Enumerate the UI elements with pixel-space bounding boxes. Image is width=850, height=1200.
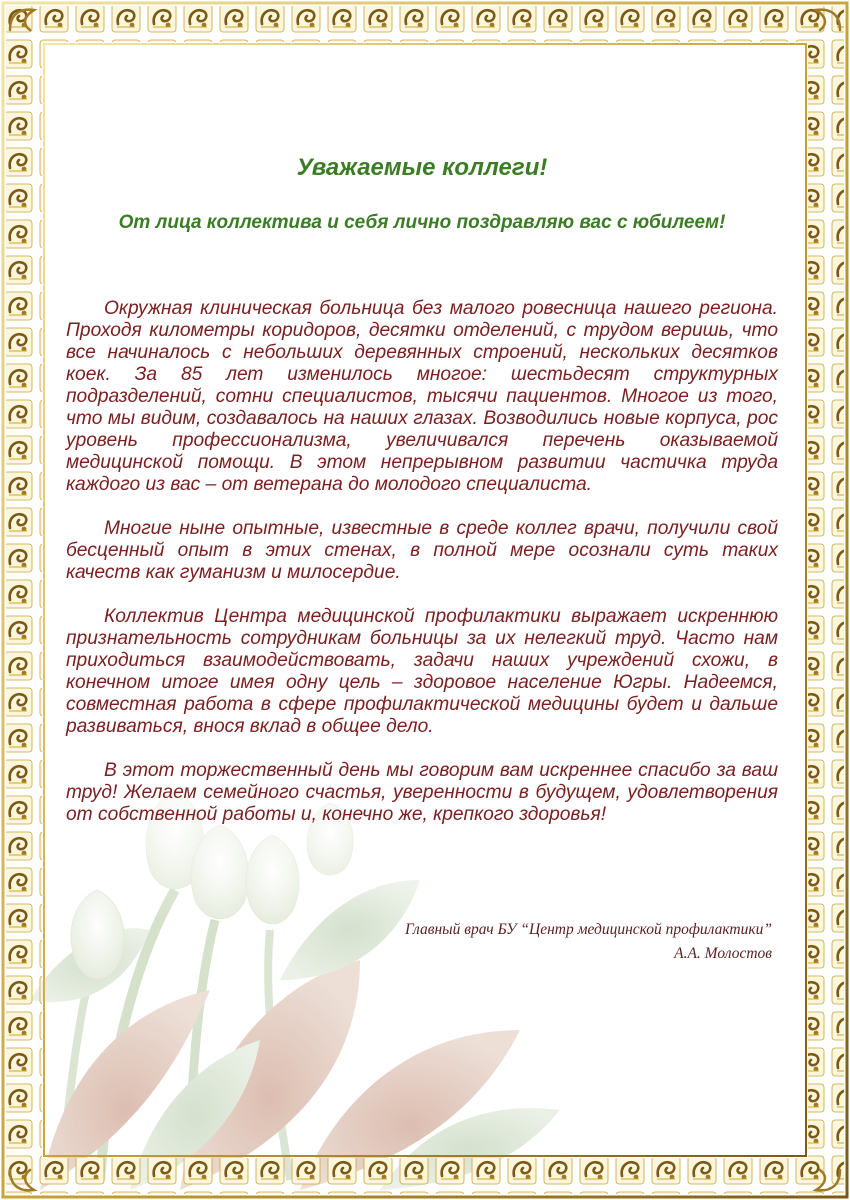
signature-position: Главный врач БУ “Центр медицинской профилактики” (405, 921, 772, 938)
letter-body (66, 298, 778, 848)
frame-bottom-band (6, 1158, 844, 1194)
signature-name: А.А. Молостов (674, 945, 772, 962)
paragraph-1: Окружная клиническая больница без малого ровесница нашего региона. Проходя километры коридоров, десятки отделений, с трудом веришь, что все начиналось с небольших деревянных строений, нескольких десятков коек. За 85 лет изменилось многое: шестьдесят структурных подразделений, сотни специалистов, тысячи пациентов. Многое из того, что мы видим, создавалось на наших глазах. Возводились новые корпуса, рос уровень профессионализма, увеличивался перечень оказываемой медицинской помощи. В этом непрерывном развитии частичка труда каждого из вас – от ветерана до молодого специалиста. (66, 298, 778, 495)
letter-subtitle: От лица коллектива и себя лично поздравляю вас с юбилеем! (118, 212, 726, 233)
paragraph-2: Многие ныне опытные, известные в среде коллег врачи, получили свой бесценный опыт в этих стенах, в полной мере осознали суть таких качеств как гуманизм и милосердие. (66, 518, 778, 583)
letter-title: Уважаемые коллеги! (296, 154, 548, 181)
frame-left-band (6, 42, 42, 1158)
signature-block (405, 918, 772, 966)
paragraph-4: В этот торжественный день мы говорим вам искреннее спасибо за ваш труд! Желаем семейного счастья, уверенности в будущем, удовлетворения от собственной работы и, конечно же, крепкого здоровья! (66, 760, 778, 825)
frame-top-band (6, 6, 844, 42)
paragraph-3: Коллектив Центра медицинской профилактики выражает искреннюю признательность сотрудникам больницы за их нелегкий труд. Часто нам приходиться взаимодействовать, задачи наших учреждений схожи, в конечном итоге имея одну цель – здоровое население Югры. Надеемся, совместная работа в сфере профилактической медицины будет и дальше развиваться, внося вклад в общее дело. (66, 606, 778, 737)
frame-right-band (808, 42, 844, 1158)
